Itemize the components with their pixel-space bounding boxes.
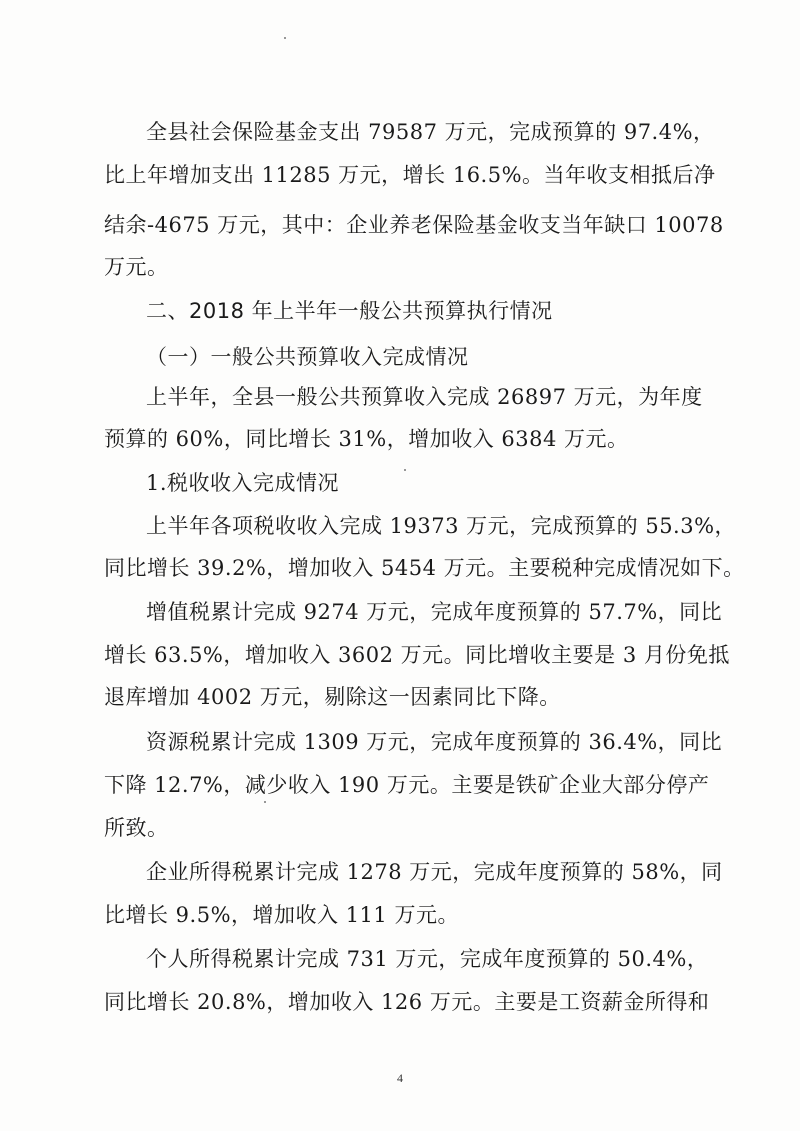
text-line: 结余-4675 万元，其中：企业养老保险基金收支当年缺口 10078	[104, 213, 724, 237]
subsection-heading: （一）一般公共预算收入完成情况	[146, 345, 469, 369]
text-line: 同比增长 20.8%，增加收入 126 万元。主要是工资薪金所得和	[104, 990, 710, 1014]
scan-speck	[284, 37, 286, 39]
text-line: 个人所得税累计完成 731 万元，完成年度预算的 50.4%，	[146, 947, 709, 971]
subsection-heading: 1.税收收入完成情况	[146, 471, 340, 495]
text-line: 所致。	[104, 816, 169, 840]
text-line: 增长 63.5%，增加收入 3602 万元。同比增收主要是 3 月份免抵	[104, 643, 730, 667]
text-line: 企业所得税累计完成 1278 万元，完成年度预算的 58%，同	[146, 860, 723, 884]
scan-speck	[264, 801, 266, 803]
page-number: 4	[397, 1071, 403, 1085]
text-line: 比上年增加支出 11285 万元，增长 16.5%。当年收支相抵后净	[104, 163, 716, 187]
text-line: 上半年，全县一般公共预算收入完成 26897 万元，为年度	[146, 385, 703, 409]
text-line: 万元。	[104, 255, 169, 279]
text-line: 下降 12.7%，减少收入 190 万元。主要是铁矿企业大部分停产	[104, 773, 710, 797]
text-line: 比增长 9.5%，增加收入 111 万元。	[104, 903, 459, 927]
section-heading: 二、2018 年上半年一般公共预算执行情况	[146, 299, 553, 323]
text-line: 全县社会保险基金支出 79587 万元，完成预算的 97.4%，	[146, 120, 715, 144]
text-line: 预算的 60%，同比增长 31%，增加收入 6384 万元。	[104, 427, 629, 451]
text-line: 上半年各项税收收入完成 19373 万元，完成预算的 55.3%，	[146, 514, 737, 538]
text-line: 资源税累计完成 1309 万元，完成年度预算的 36.4%，同比	[146, 730, 723, 754]
text-line: 退库增加 4002 万元，剔除这一因素同比下降。	[104, 685, 561, 709]
text-line: 同比增长 39.2%，增加收入 5454 万元。主要税种完成情况如下。	[104, 556, 745, 580]
text-line: 增值税累计完成 9274 万元，完成年度预算的 57.7%，同比	[146, 600, 723, 624]
scan-speck	[404, 469, 406, 471]
